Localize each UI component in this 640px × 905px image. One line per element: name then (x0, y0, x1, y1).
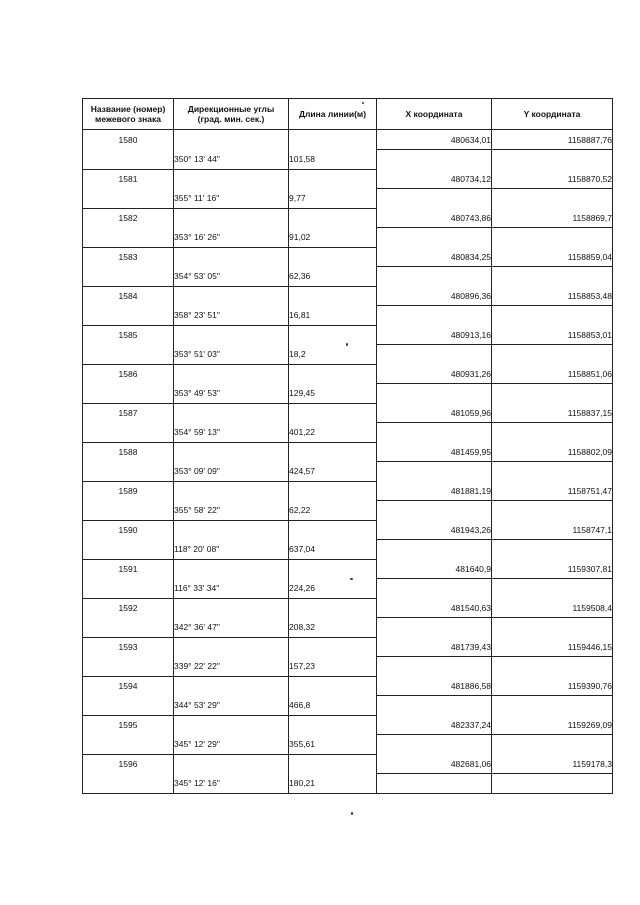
empty-cell (83, 657, 174, 677)
bearing-angle: 342° 36' 47" (174, 618, 289, 638)
empty-cell (83, 267, 174, 287)
empty-cell (83, 150, 174, 170)
line-length: 18,2 (289, 345, 377, 365)
point-name: 1581 (83, 169, 174, 189)
empty-cell (174, 130, 289, 150)
x-coordinate: 481943,26 (377, 520, 492, 540)
x-coordinate: 481739,43 (377, 637, 492, 657)
empty-cell (289, 208, 377, 228)
y-coordinate: 1159446,15 (492, 637, 613, 657)
line-length: 208,32 (289, 618, 377, 638)
y-coordinate: 1159269,09 (492, 715, 613, 735)
empty-cell (174, 286, 289, 306)
empty-cell (289, 520, 377, 540)
bearing-angle: 345° 12' 29" (174, 735, 289, 755)
x-coordinate: 480834,25 (377, 247, 492, 267)
y-coordinate: 1158851,06 (492, 364, 613, 384)
empty-cell (174, 481, 289, 501)
empty-cell (492, 150, 613, 170)
y-coordinate: 1158837,15 (492, 403, 613, 423)
line-length: 62,22 (289, 501, 377, 521)
empty-cell (83, 501, 174, 521)
segment-row (83, 189, 613, 209)
empty-cell (174, 598, 289, 618)
header-point-name: Название (номер) межевого знака (83, 99, 174, 130)
empty-cell (83, 306, 174, 326)
point-name: 1584 (83, 286, 174, 306)
x-coordinate: 481881,19 (377, 481, 492, 501)
empty-cell (492, 384, 613, 404)
empty-cell (377, 462, 492, 482)
empty-cell (492, 267, 613, 287)
empty-cell (174, 559, 289, 579)
point-row (83, 364, 613, 384)
segment-row (83, 540, 613, 560)
segment-row (83, 696, 613, 716)
point-name: 1595 (83, 715, 174, 735)
empty-cell (377, 267, 492, 287)
line-length: 224,26 (289, 579, 377, 599)
bearing-angle: 353° 51' 03" (174, 345, 289, 365)
bearing-angle: 354° 59' 13" (174, 423, 289, 443)
empty-cell (377, 150, 492, 170)
point-row (83, 676, 613, 696)
empty-cell (492, 228, 613, 248)
line-length: 9,77 (289, 189, 377, 209)
empty-cell (174, 637, 289, 657)
empty-cell (377, 657, 492, 677)
bearing-angle: 339° 22' 22" (174, 657, 289, 677)
point-name: 1592 (83, 598, 174, 618)
x-coordinate: 481459,95 (377, 442, 492, 462)
point-name: 1586 (83, 364, 174, 384)
empty-cell (174, 169, 289, 189)
empty-cell (492, 618, 613, 638)
point-row (83, 559, 613, 579)
y-coordinate: 1158887,76 (492, 130, 613, 150)
empty-cell (377, 306, 492, 326)
empty-cell (289, 286, 377, 306)
empty-cell (377, 579, 492, 599)
y-coordinate: 1158802,09 (492, 442, 613, 462)
empty-cell (289, 169, 377, 189)
empty-cell (492, 696, 613, 716)
empty-cell (83, 735, 174, 755)
point-row (83, 715, 613, 735)
point-name: 1583 (83, 247, 174, 267)
empty-cell (492, 774, 613, 794)
empty-cell (289, 442, 377, 462)
line-length: 16,81 (289, 306, 377, 326)
empty-cell (377, 540, 492, 560)
empty-cell (377, 501, 492, 521)
line-length: 637,04 (289, 540, 377, 560)
segment-row (83, 150, 613, 170)
empty-cell (174, 247, 289, 267)
empty-cell (289, 637, 377, 657)
point-row (83, 247, 613, 267)
segment-row (83, 345, 613, 365)
point-name: 1587 (83, 403, 174, 423)
point-row (83, 598, 613, 618)
point-row (83, 520, 613, 540)
empty-cell (174, 442, 289, 462)
y-coordinate: 1158853,01 (492, 325, 613, 345)
point-row (83, 481, 613, 501)
empty-cell (83, 462, 174, 482)
empty-cell (174, 208, 289, 228)
y-coordinate: 1158853,48 (492, 286, 613, 306)
point-name: 1591 (83, 559, 174, 579)
empty-cell (492, 189, 613, 209)
empty-cell (377, 735, 492, 755)
x-coordinate: 481640,9 (377, 559, 492, 579)
x-coordinate: 480634,01 (377, 130, 492, 150)
header-x-coordinate: X координата (377, 99, 492, 130)
empty-cell (83, 228, 174, 248)
point-name: 1589 (83, 481, 174, 501)
empty-cell (174, 676, 289, 696)
point-row (83, 286, 613, 306)
y-coordinate: 1159390,76 (492, 676, 613, 696)
empty-cell (83, 696, 174, 716)
empty-cell (492, 423, 613, 443)
empty-cell (492, 462, 613, 482)
header-line-length: Длина линии(м) (289, 99, 377, 130)
empty-cell (377, 228, 492, 248)
line-length: 157,23 (289, 657, 377, 677)
bearing-angle: 355° 58' 22" (174, 501, 289, 521)
y-coordinate: 1158747,1 (492, 520, 613, 540)
bearing-angle: 344° 53' 29" (174, 696, 289, 716)
empty-cell (492, 579, 613, 599)
segment-row (83, 228, 613, 248)
empty-cell (492, 540, 613, 560)
empty-cell (289, 325, 377, 345)
empty-cell (83, 579, 174, 599)
empty-cell (289, 715, 377, 735)
point-name: 1590 (83, 520, 174, 540)
point-name: 1593 (83, 637, 174, 657)
empty-cell (289, 754, 377, 774)
segment-row (83, 735, 613, 755)
point-row (83, 403, 613, 423)
segment-row (83, 462, 613, 482)
bearing-angle: 353° 49' 53" (174, 384, 289, 404)
y-coordinate: 1158859,04 (492, 247, 613, 267)
header-y-coordinate: Y координата (492, 99, 613, 130)
x-coordinate: 481540,63 (377, 598, 492, 618)
point-name: 1596 (83, 754, 174, 774)
empty-cell (289, 364, 377, 384)
empty-cell (83, 540, 174, 560)
bearing-angle: 353° 16' 26" (174, 228, 289, 248)
segment-row (83, 579, 613, 599)
scan-speck (346, 343, 348, 346)
x-coordinate: 481059,96 (377, 403, 492, 423)
empty-cell (492, 657, 613, 677)
line-length: 424,57 (289, 462, 377, 482)
point-row (83, 208, 613, 228)
x-coordinate: 480896,36 (377, 286, 492, 306)
scan-speck (362, 102, 364, 104)
empty-cell (83, 423, 174, 443)
point-row (83, 169, 613, 189)
empty-cell (83, 774, 174, 794)
empty-cell (377, 618, 492, 638)
bearing-angle: 358° 23' 51" (174, 306, 289, 326)
table-header-row (83, 99, 613, 130)
x-coordinate: 480734,12 (377, 169, 492, 189)
line-length: 62,36 (289, 267, 377, 287)
y-coordinate: 1159508,4 (492, 598, 613, 618)
line-length: 401,22 (289, 423, 377, 443)
x-coordinate: 480931,26 (377, 364, 492, 384)
line-length: 91,02 (289, 228, 377, 248)
segment-row (83, 618, 613, 638)
line-length: 129,45 (289, 384, 377, 404)
empty-cell (377, 696, 492, 716)
scan-speck (351, 812, 353, 815)
point-row (83, 442, 613, 462)
line-length: 466,8 (289, 696, 377, 716)
bearing-angle: 118° 20' 08" (174, 540, 289, 560)
empty-cell (83, 384, 174, 404)
point-row (83, 130, 613, 150)
empty-cell (289, 676, 377, 696)
bearing-angle: 350° 13' 44" (174, 150, 289, 170)
y-coordinate: 1158869,7 (492, 208, 613, 228)
x-coordinate: 481886,58 (377, 676, 492, 696)
point-name: 1585 (83, 325, 174, 345)
y-coordinate: 1158751,47 (492, 481, 613, 501)
empty-cell (377, 423, 492, 443)
segment-row (83, 423, 613, 443)
x-coordinate: 480913,16 (377, 325, 492, 345)
bearing-angle: 355° 11' 16" (174, 189, 289, 209)
point-row (83, 754, 613, 774)
empty-cell (377, 345, 492, 365)
empty-cell (83, 618, 174, 638)
empty-cell (377, 189, 492, 209)
empty-cell (83, 345, 174, 365)
bearing-angle: 354° 53' 05" (174, 267, 289, 287)
empty-cell (289, 247, 377, 267)
y-coordinate: 1159178,3 (492, 754, 613, 774)
x-coordinate: 480743,86 (377, 208, 492, 228)
segment-row (83, 267, 613, 287)
boundary-coordinates-table (82, 98, 613, 794)
empty-cell (377, 384, 492, 404)
line-length: 101,58 (289, 150, 377, 170)
empty-cell (289, 130, 377, 150)
point-name: 1594 (83, 676, 174, 696)
empty-cell (289, 481, 377, 501)
segment-row (83, 306, 613, 326)
point-name: 1582 (83, 208, 174, 228)
empty-cell (174, 364, 289, 384)
table-body (83, 130, 613, 794)
empty-cell (83, 189, 174, 209)
empty-cell (492, 306, 613, 326)
x-coordinate: 482337,24 (377, 715, 492, 735)
segment-row (83, 774, 613, 794)
y-coordinate: 1159307,81 (492, 559, 613, 579)
empty-cell (289, 559, 377, 579)
empty-cell (174, 403, 289, 423)
empty-cell (174, 754, 289, 774)
header-bearing: Дирекционные углы (град. мин. сек.) (174, 99, 289, 130)
point-row (83, 637, 613, 657)
x-coordinate: 482681,06 (377, 754, 492, 774)
bearing-angle: 116° 33' 34" (174, 579, 289, 599)
empty-cell (289, 598, 377, 618)
empty-cell (492, 501, 613, 521)
segment-row (83, 657, 613, 677)
bearing-angle: 353° 09' 09" (174, 462, 289, 482)
empty-cell (174, 325, 289, 345)
scan-speck (350, 578, 353, 580)
segment-row (83, 384, 613, 404)
empty-cell (289, 403, 377, 423)
point-row (83, 325, 613, 345)
segment-row (83, 501, 613, 521)
y-coordinate: 1158870,52 (492, 169, 613, 189)
line-length: 355,61 (289, 735, 377, 755)
empty-cell (377, 774, 492, 794)
empty-cell (492, 735, 613, 755)
line-length: 180,21 (289, 774, 377, 794)
bearing-angle: 345° 12' 16" (174, 774, 289, 794)
point-name: 1580 (83, 130, 174, 150)
empty-cell (174, 520, 289, 540)
empty-cell (492, 345, 613, 365)
point-name: 1588 (83, 442, 174, 462)
empty-cell (174, 715, 289, 735)
